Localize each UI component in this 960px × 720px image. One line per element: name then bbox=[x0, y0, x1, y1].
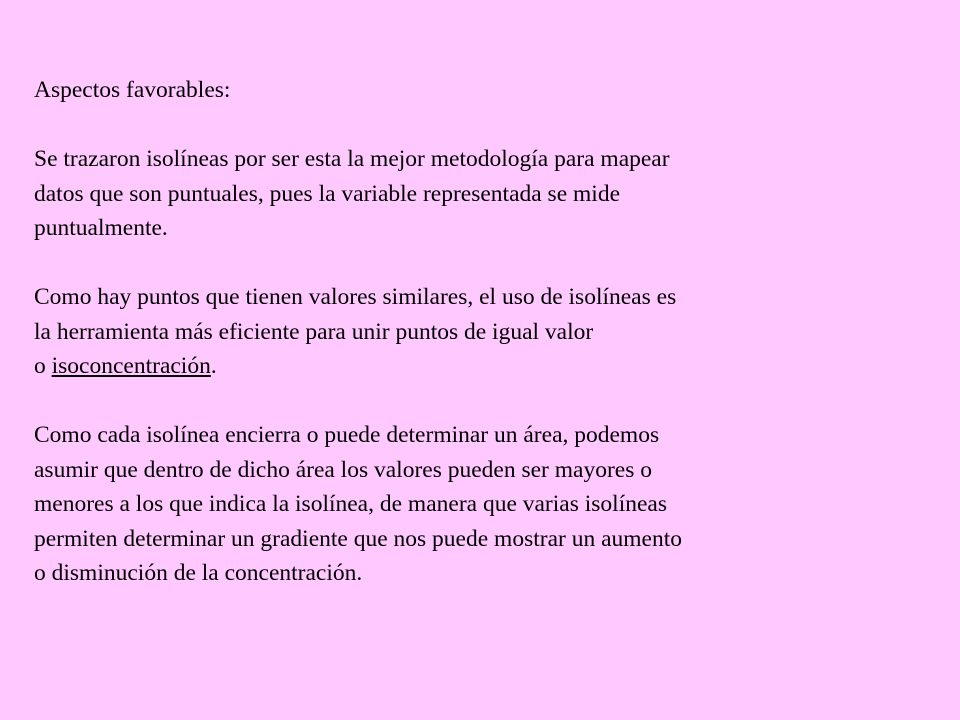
slide-content bbox=[34, 73, 934, 625]
paragraph-gradiente bbox=[34, 418, 934, 591]
paragraph-isolineas-metodologia bbox=[34, 142, 934, 246]
paragraph-line: menores a los que indica la isolínea, de manera que varias isolíneas bbox=[34, 491, 667, 517]
line-suffix: . bbox=[210, 353, 217, 379]
line-prefix: o bbox=[34, 353, 52, 379]
paragraph-line: Como cada isolínea encierra o puede determinar un área, podemos bbox=[34, 422, 660, 448]
paragraph-line: o disminución de la concentración. bbox=[34, 560, 363, 586]
paragraph-line bbox=[34, 349, 934, 384]
slide-heading bbox=[34, 73, 934, 108]
heading-text: Aspectos favorables: bbox=[34, 77, 231, 103]
paragraph-line: puntualmente. bbox=[34, 215, 168, 241]
paragraph-valores-similares bbox=[34, 280, 934, 384]
paragraph-line: datos que son puntuales, pues la variable representada se mide bbox=[34, 180, 620, 207]
paragraph-line: Se trazaron isolíneas por ser esta la mejor metodología para mapear bbox=[34, 146, 670, 172]
paragraph-line: asumir que dentro de dicho área los valores pueden ser mayores o bbox=[34, 456, 652, 483]
paragraph-line: la herramienta más eficiente para unir puntos de igual valor bbox=[34, 318, 594, 345]
paragraph-line: Como hay puntos que tienen valores similares, el uso de isolíneas es bbox=[34, 284, 677, 310]
isoconcentracion-link[interactable]: isoconcentración bbox=[51, 353, 211, 379]
paragraph-line: permiten determinar un gradiente que nos puede mostrar un aumento bbox=[34, 525, 682, 552]
